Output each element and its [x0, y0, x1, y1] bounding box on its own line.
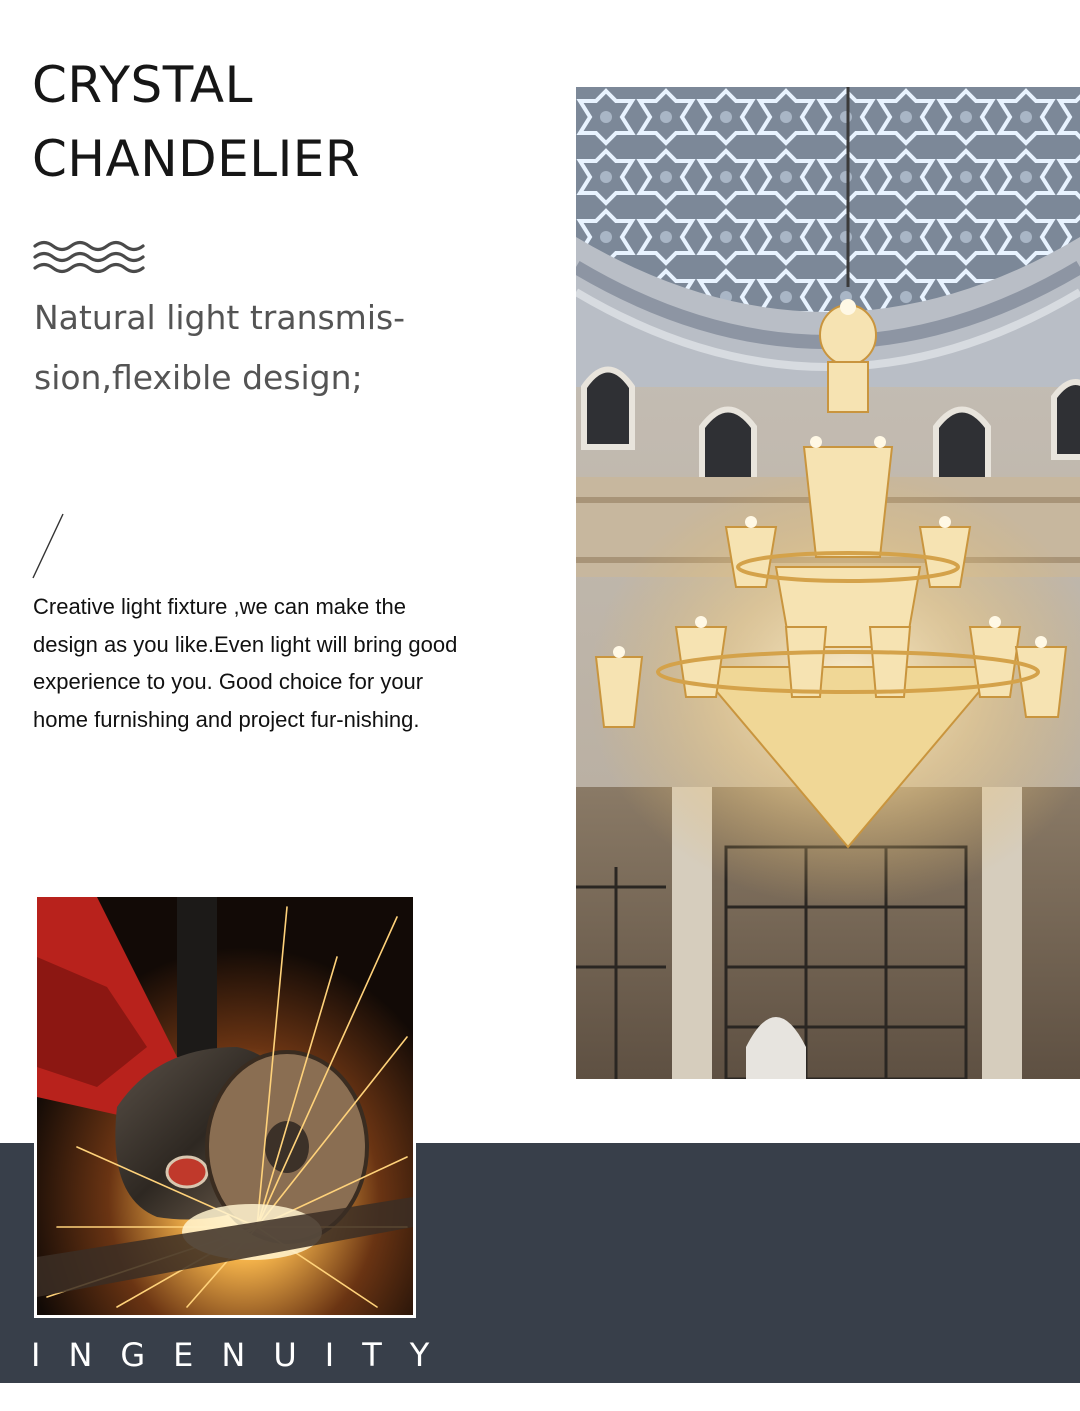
description-text: Creative light fixture ,we can make the design as you like.Even light will bring good experience to you. Good choice for your home furnishing and project fur-nishing.	[33, 594, 458, 732]
footer-word: INGENUITY	[31, 1336, 458, 1374]
title-line-2: CHANDELIER	[32, 130, 361, 188]
chandelier-photo	[576, 87, 1080, 1079]
page-title	[32, 48, 360, 196]
wave-lines-icon	[33, 237, 145, 275]
slash-divider-icon	[30, 512, 66, 580]
angle-grinder-photo	[34, 894, 416, 1318]
title-line-1: CRYSTAL	[32, 56, 253, 114]
subtitle: Natural light transmis-sion,flexible design;	[34, 298, 406, 397]
